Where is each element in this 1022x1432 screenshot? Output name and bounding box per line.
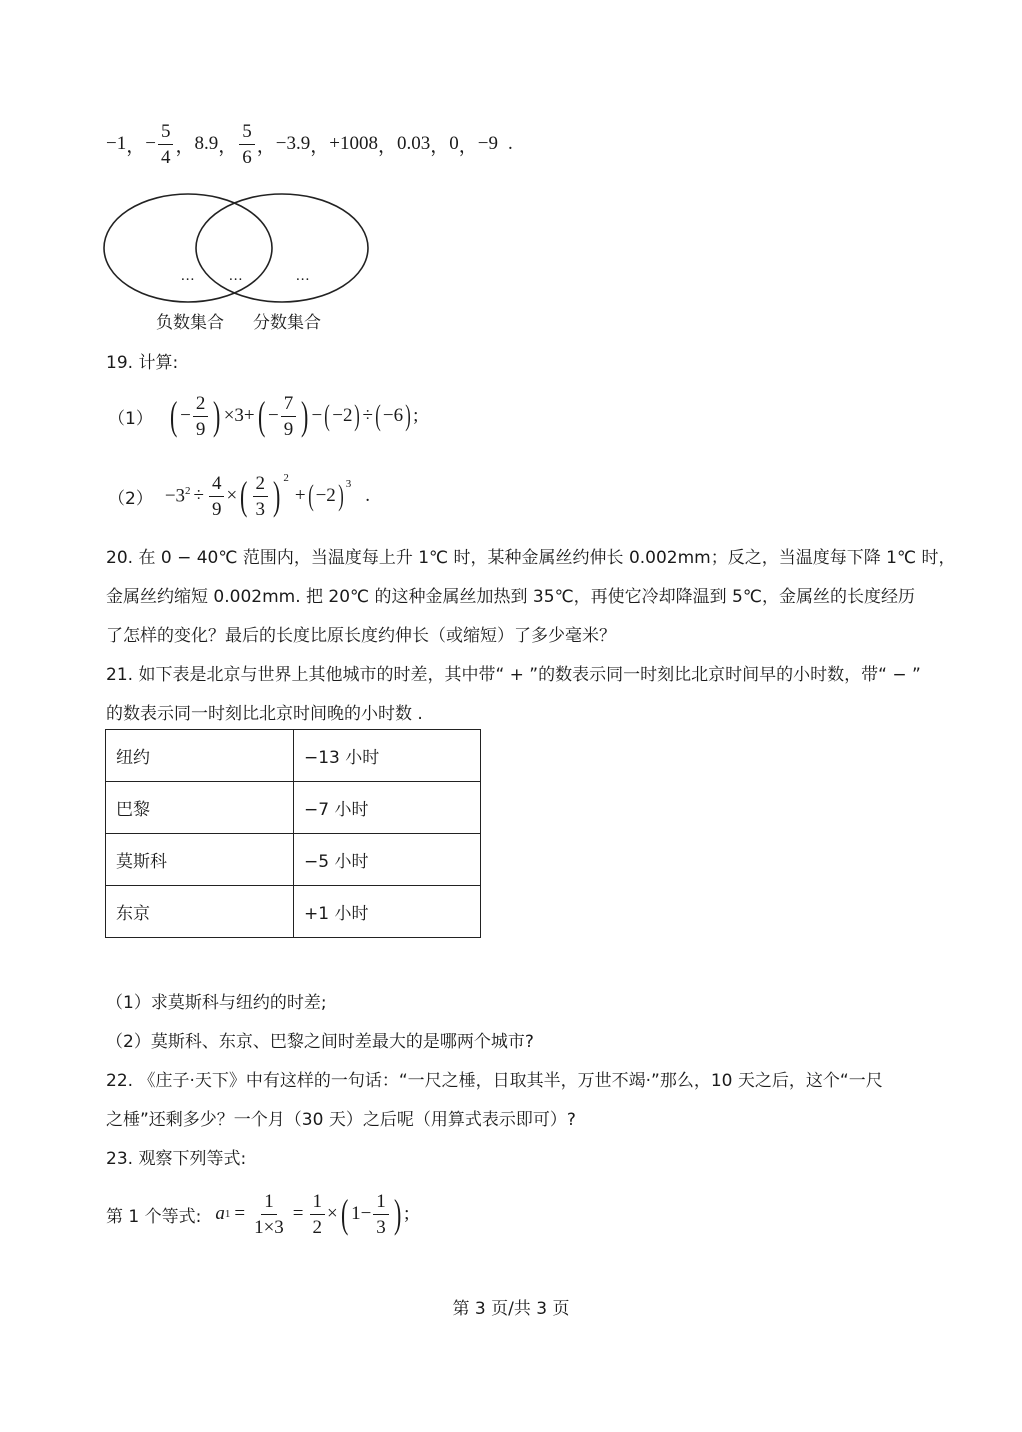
q20-line2: 金属丝约缩短 0.002mm. 把 20℃ 的这种金属丝加热到 35℃，再使它冷却降温到 5℃，金属丝的长度经历 — [106, 587, 915, 607]
page-footer: 第 3 页/共 3 页 — [452, 1299, 570, 1319]
number-item: −3.9 — [275, 133, 311, 154]
q21-line2: 的数表示同一时刻比北京时间晚的小时数 . — [106, 704, 423, 724]
table-row — [106, 886, 481, 938]
q23-title: 23. 观察下列等式: — [106, 1149, 247, 1169]
q21-line1: 21. 如下表是北京与世界上其他城市的时差，其中带“ + ”的数表示同一时刻比北京时间早的小时数，带“ − ” — [106, 665, 921, 685]
negative-set-ellipse — [104, 194, 272, 302]
table-row — [106, 782, 481, 834]
q19-title: 19. 计算: — [106, 353, 179, 373]
number-item: +1008 — [329, 133, 378, 154]
q22-line2: 之棰”还剩多少？一个月（30 天）之后呢（用算式表示即可）? — [106, 1110, 576, 1130]
q20-line1: 20. 在 0 − 40℃ 范围内，当温度每上升 1℃ 时，某种金属丝约伸长 0.002mm；反之，当温度每下降 1℃ 时， — [106, 548, 956, 568]
number-item: 0 — [449, 133, 459, 154]
q20-line3: 了怎样的变化？最后的长度比原长度约伸长（或缩短）了多少毫米？ — [106, 626, 616, 646]
venn-diagram — [100, 190, 380, 310]
diff-cell: −5 小时 — [294, 834, 481, 886]
q21-sub2: （2）莫斯科、东京、巴黎之间时差最大的是哪两个城市? — [106, 1032, 534, 1052]
diff-cell: −13 小时 — [294, 730, 481, 782]
venn-middle-dots: ... — [229, 268, 244, 284]
city-cell: 纽约 — [106, 730, 294, 782]
fraction: $\frac{5}{6}$ — [239, 122, 255, 167]
city-cell: 巴黎 — [106, 782, 294, 834]
fraction: $\frac{5}{4}$ — [158, 122, 174, 167]
number-item: 8.9 — [194, 133, 219, 154]
venn-right-dots: ... — [296, 268, 311, 284]
q19-part1: （1） ( − $\frac{2}{9}$ ) ×3+ ( − $\frac{7}{9}$ ) − ( −2 ) ÷ ( −6 ) ; — [108, 392, 419, 440]
venn-left-label: 负数集合 — [156, 313, 224, 333]
diff-cell: −7 小时 — [294, 782, 481, 834]
q19-part2: （2） $-3^2$ ÷ $\frac{4}{9}$ × ( $\frac{2}{3}$ ) $^2$ + ( −2 ) $^3$ . — [108, 472, 371, 520]
number-list: −1 ， − $\frac{5}{4}$ ， 8.9 ， $\frac{5}{6}$ ， −3.9 ， +1008 ， 0.03 ， 0 ， −9 . — [106, 120, 513, 168]
city-cell: 莫斯科 — [106, 834, 294, 886]
number-item: −1 — [106, 133, 127, 154]
number-item: − — [145, 133, 156, 154]
number-item: −9 — [477, 133, 498, 154]
table-row — [106, 834, 481, 886]
q21-sub1: （1）求莫斯科与纽约的时差; — [106, 993, 327, 1013]
city-cell: 东京 — [106, 886, 294, 938]
fraction-set-ellipse — [196, 194, 368, 302]
table-row — [106, 730, 481, 782]
q23-equation1: 第 1 个等式: a 1 = $\frac{1}{1\times 3}$ = $\frac{1}{2}$ × ( 1− $\frac{1}{3}$ ) ; — [106, 1190, 410, 1238]
venn-right-label: 分数集合 — [253, 313, 321, 333]
diff-cell: +1 小时 — [294, 886, 481, 938]
number-item: 0.03 — [396, 133, 431, 154]
q22-line1: 22. 《庄子·天下》中有这样的一句话：“一尺之棰，日取其半，万世不竭·”那么，10 天之后，这个“一尺 — [106, 1071, 883, 1091]
time-difference-table — [105, 729, 481, 938]
venn-left-dots: ... — [181, 268, 196, 284]
